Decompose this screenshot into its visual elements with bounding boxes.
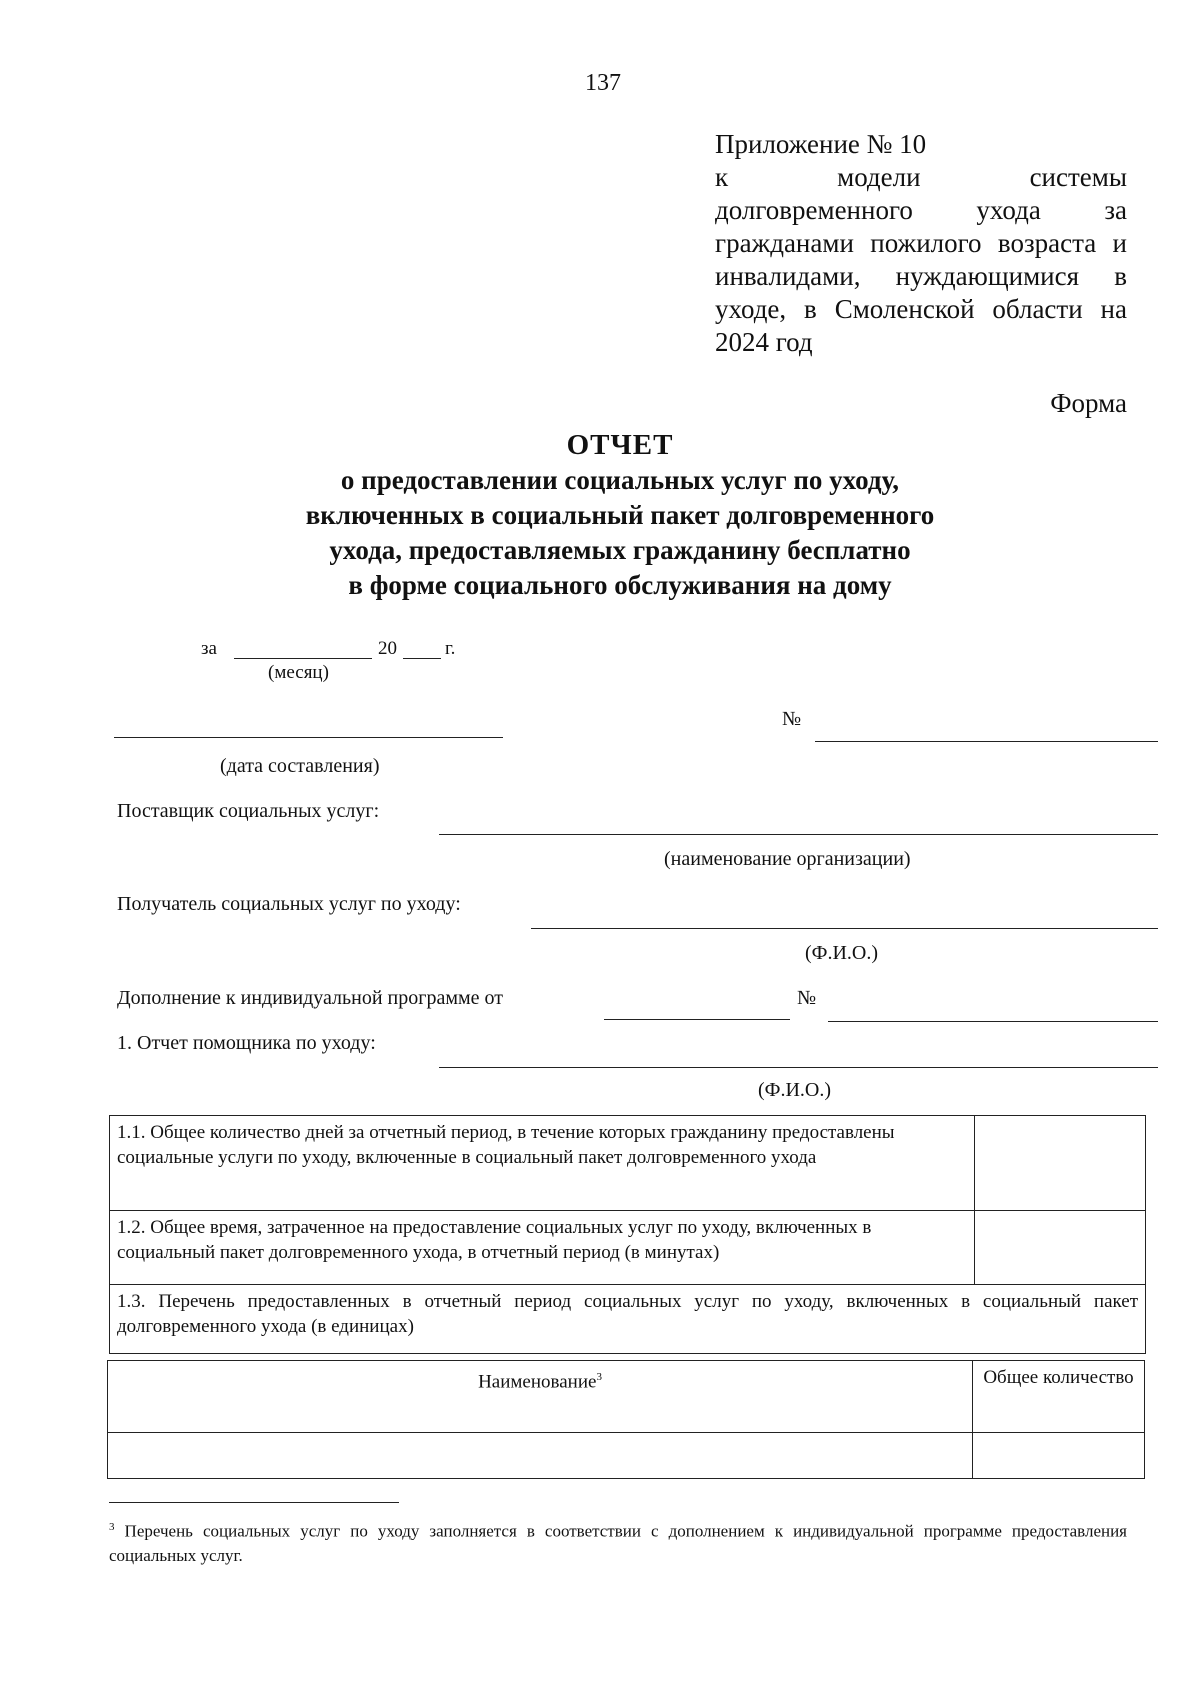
supplement-label: Дополнение к индивидуальной программе от [117,987,503,1009]
col-name-header [108,1361,973,1433]
col-name-label: Наименование [478,1371,597,1393]
supplement-date-field[interactable] [604,1019,790,1020]
assistant-label: 1. Отчет помощника по уходу: [117,1032,376,1054]
report-subtitle-line: о предоставлении социальных услуг по уходу, [340,465,900,495]
footnote-text: Перечень социальных услуг по уходу заполняется в соответствии с дополнением к индивидуальной программе предоставления социальных услуг. [109,1521,1128,1565]
recipient-label: Получатель социальных услуг по уходу: [117,893,461,915]
month-field[interactable] [234,658,372,659]
list-heading: 1.3. Перечень предоставленных в отчетный период социальных услуг по уходу, включенных в социальный пакет долговременного ухода (в единицах) [110,1285,1146,1354]
page-number: 137 [585,70,621,96]
col-total-header: Общее количество [973,1361,1145,1433]
month-caption: (месяц) [268,662,329,683]
row-value-cell[interactable] [975,1211,1146,1285]
report-subtitle-line: ухода, предоставляемых гражданину бесплатно [329,535,911,565]
supplement-number-field[interactable] [828,1021,1158,1022]
row-text: 1.1. Общее количество дней за отчетный период, в течение которых гражданину предоставлены социальные услуги по уходу, включенные в социальный пакет долговременного ухода [110,1116,975,1211]
form-label: Форма [1050,388,1127,418]
assistant-caption: (Ф.И.О.) [758,1079,832,1101]
year-prefix: 20 [378,638,397,659]
number-field[interactable] [815,741,1158,742]
supplement-number-sign: № [797,987,817,1009]
table-row [110,1116,1146,1211]
report-heading [250,428,990,603]
report-title: ОТЧЕТ [566,429,674,461]
date-caption: (дата составления) [220,755,380,777]
footnote [109,1515,1127,1568]
recipient-caption: (Ф.И.О.) [805,942,879,964]
total-cell[interactable] [973,1433,1145,1479]
report-subtitle-line: включенных в социальный пакет долговременного [305,500,935,530]
appendix-block [715,128,1127,359]
year-suffix: г. [445,638,456,659]
report-subtitle-line: в форме социального обслуживания на дому [348,570,892,600]
name-cell[interactable] [108,1433,973,1479]
table-row [110,1211,1146,1285]
provider-label: Поставщик социальных услуг: [117,800,380,822]
number-sign: № [782,708,802,730]
appendix-title: Приложение № 10 [715,129,927,159]
year-field[interactable] [403,658,441,659]
table-row [110,1285,1146,1354]
footnote-divider [109,1502,399,1503]
recipient-field[interactable] [531,928,1158,929]
names-table [107,1360,1145,1479]
provider-field[interactable] [439,834,1158,835]
assistant-field[interactable] [439,1067,1158,1068]
footnote-ref: 3 [596,1371,602,1383]
table-header-row [108,1361,1145,1433]
row-text: 1.2. Общее время, затраченное на предоставление социальных услуг по уходу, включенных в социальный пакет долговременного ухода, в отчетный период (в минутах) [110,1211,975,1285]
date-field[interactable] [114,737,503,738]
row-value-cell[interactable] [975,1116,1146,1211]
report-table [109,1115,1146,1354]
provider-caption: (наименование организации) [664,848,911,870]
appendix-body: к модели системы долговременного ухода за гражданами пожилого возраста и инвалидами, нуждающимися в уходе, в Смоленской области на 2024 год [715,162,1127,357]
period-prefix: за [201,638,217,659]
table-row [108,1433,1145,1479]
footnote-mark: 3 [109,1521,115,1533]
